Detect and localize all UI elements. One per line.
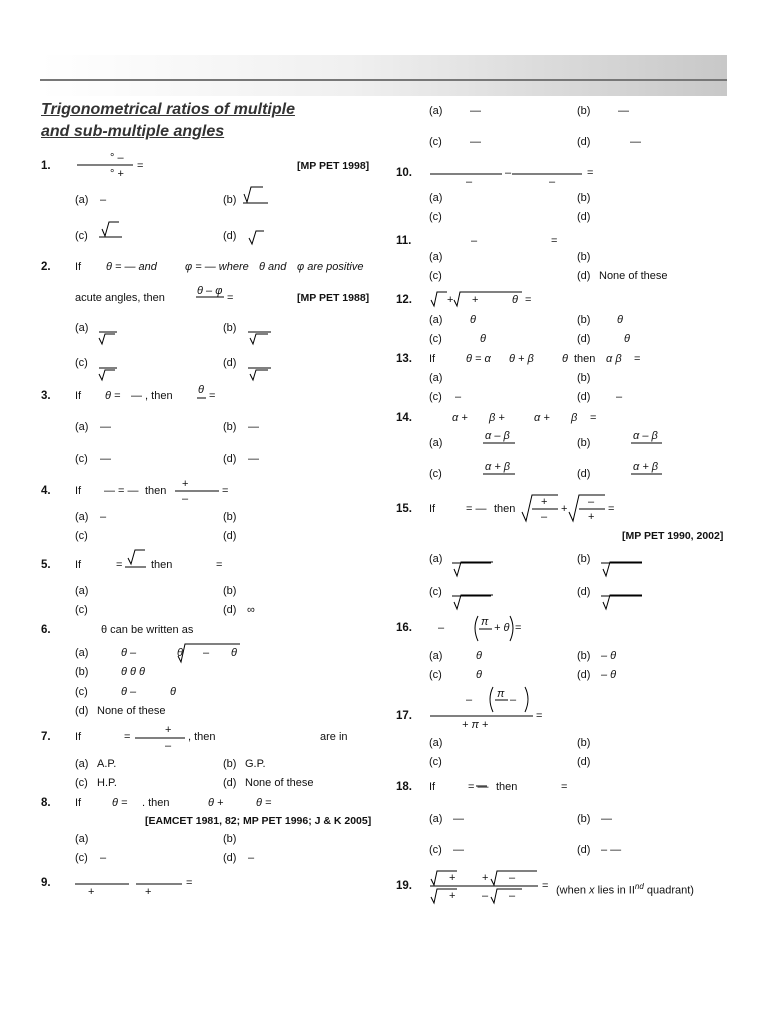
q14-option-c-label: (c) [429, 468, 442, 480]
q4-denominator: – [182, 493, 189, 505]
q19-top-plus-1: + [449, 872, 456, 884]
q10-option-d-label: (d) [577, 211, 591, 223]
q18-option-b-label: (b) [577, 813, 591, 825]
q11-option-d-label: (d) [577, 270, 591, 282]
q18-equals: = [561, 781, 568, 793]
q16-option-c: θ [476, 669, 482, 681]
q18-option-d: – — [601, 844, 622, 856]
q3-then: — , then [131, 390, 173, 402]
q14-option-a: α – β [485, 430, 510, 442]
q8-option-c: – [100, 852, 107, 864]
q15-condition: = — [466, 503, 487, 515]
q4-option-a: – [100, 511, 107, 523]
q14-option-a-label: (a) [429, 437, 443, 449]
q15-frac2-top: – [588, 496, 595, 508]
q4-option-b-label: (b) [223, 511, 237, 523]
q9-option-a: — [470, 105, 481, 117]
q19-note-end: quadrant) [643, 884, 694, 897]
q6-stem: θ can be written as [101, 624, 194, 636]
q12-number: 12. [396, 294, 412, 306]
q3-option-a-label: (a) [75, 421, 89, 433]
q16-number: 16. [396, 622, 412, 634]
q15-option-d-label: (d) [577, 586, 591, 598]
q12-option-a: θ [470, 314, 476, 326]
q7-then: , then [188, 731, 216, 743]
q15-plus: + [561, 503, 568, 515]
q2-theta-word: θ and [259, 261, 287, 273]
q12-option-c-label: (c) [429, 333, 442, 345]
q14-option-b-label: (b) [577, 437, 591, 449]
q9-den-plus-2: + [145, 886, 152, 898]
q18-number: 18. [396, 781, 412, 793]
q6-option-a-4: θ [231, 647, 237, 659]
q6-option-b-label: (b) [75, 666, 89, 678]
q1-equals: = [137, 160, 144, 172]
q14-part-3: α + [534, 412, 550, 424]
q18-if: If [429, 781, 436, 793]
q7-option-b: G.P. [245, 758, 266, 770]
q14-number: 14. [396, 412, 412, 424]
q8-if: If [75, 797, 82, 809]
q2-phi-def: φ = — where [185, 261, 249, 273]
q7-denominator: – [165, 740, 172, 752]
q15-frac1-bottom: – [541, 511, 548, 523]
q13-equals: = [634, 353, 641, 365]
q12-option-a-label: (a) [429, 314, 443, 326]
q12-equals: = [525, 294, 532, 306]
q1-numerator: ° – [110, 152, 124, 164]
q8-option-b-label: (b) [223, 833, 237, 845]
q5-option-d-label: (d) [223, 604, 237, 616]
q15-source: [MP PET 1990, 2002] [622, 530, 724, 542]
q19-bottom-minus-1: – [482, 890, 489, 902]
section-title-line1: Trigonometrical ratios of multiple [41, 101, 295, 118]
q12-option-c: θ [480, 333, 486, 345]
q6-option-b: θ θ θ [121, 666, 146, 678]
q17-option-a-label: (a) [429, 737, 443, 749]
q4-option-d-label: (d) [223, 530, 237, 542]
q8-number: 8. [41, 797, 51, 809]
section-title-line2: and sub-multiple angles [41, 123, 225, 140]
q12-plus-2: + [472, 294, 479, 306]
q3-number: 3. [41, 390, 51, 402]
q10-option-c-label: (c) [429, 211, 442, 223]
q9-option-d-label: (d) [577, 136, 591, 148]
q18-then: then [496, 781, 518, 793]
q3-option-c: — [100, 453, 111, 465]
q8-option-d-label: (d) [223, 852, 237, 864]
q11-option-c-label: (c) [429, 270, 442, 282]
q15-frac1-top: + [541, 496, 548, 508]
q8-option-a-label: (a) [75, 833, 89, 845]
q13-number: 13. [396, 353, 412, 365]
q4-number: 4. [41, 485, 51, 497]
q1-denominator: ° + [110, 168, 124, 180]
q16-option-c-label: (c) [429, 669, 442, 681]
q7-option-c: H.P. [97, 777, 117, 789]
q10-minus: – [505, 167, 512, 179]
q16-pi: π [481, 616, 489, 628]
q8-source: [EAMCET 1981, 82; MP PET 1996; J & K 2005] [145, 815, 372, 827]
q2-option-b-label: (b) [223, 322, 237, 334]
q15-option-b-label: (b) [577, 553, 591, 565]
q16-plus-theta: + θ [494, 622, 510, 634]
q2-if: If [75, 261, 82, 273]
q8-theta: θ = [112, 797, 128, 809]
q13-option-c: – [455, 391, 462, 403]
q2-source: [MP PET 1988] [297, 292, 370, 304]
q19-top-minus: – [509, 872, 516, 884]
q6-option-c: θ – [121, 686, 137, 698]
q6-option-d-label: (d) [75, 705, 89, 717]
q19-note-mid: lies in II [594, 884, 635, 897]
q19-note-sup: nd [634, 882, 644, 891]
q9-den-plus-1: + [88, 886, 95, 898]
q5-option-b-label: (b) [223, 585, 237, 597]
q4-then: then [145, 485, 167, 497]
q1-option-d-label: (d) [223, 230, 237, 242]
q11-minus: – [471, 235, 478, 247]
q17-equals: = [536, 710, 543, 722]
q3-option-b-label: (b) [223, 421, 237, 433]
q1-source: [MP PET 1998] [297, 160, 370, 172]
q3-option-d-label: (d) [223, 453, 237, 465]
q11-option-d: None of these [599, 270, 668, 282]
q9-option-c: — [470, 136, 481, 148]
q12-option-d: θ [624, 333, 630, 345]
q4-if: If [75, 485, 82, 497]
q17-top-minus: – [466, 694, 473, 706]
q17-option-b-label: (b) [577, 737, 591, 749]
q16-option-b: – θ [601, 650, 617, 662]
q3-theta-frac: θ [198, 384, 204, 396]
q3-option-d: — [248, 453, 259, 465]
q9-option-a-label: (a) [429, 105, 443, 117]
q12-option-b: θ [617, 314, 623, 326]
q7-option-a: A.P. [97, 758, 117, 770]
q9-option-b-label: (b) [577, 105, 591, 117]
q13-option-b-label: (b) [577, 372, 591, 384]
q18-option-a-label: (a) [429, 813, 443, 825]
q13-part-2: θ + β [509, 353, 534, 365]
q14-part-2: β + [489, 412, 505, 424]
q3-option-c-label: (c) [75, 453, 88, 465]
q16-minus: – [438, 622, 445, 634]
q18-option-c: — [453, 844, 464, 856]
q13-then: then [574, 353, 596, 365]
q13-option-d: – [616, 391, 623, 403]
q6-option-a-3: – [203, 647, 210, 659]
q16-option-a: θ [476, 650, 482, 662]
q9-option-b: — [618, 105, 629, 117]
q5-option-c-label: (c) [75, 604, 88, 616]
q19-note-pre: (when [556, 884, 590, 897]
q7-option-d-label: (d) [223, 777, 237, 789]
q13-option-d-label: (d) [577, 391, 591, 403]
q2-phi-word: φ are positive [297, 261, 364, 273]
q18-option-c-label: (c) [429, 844, 442, 856]
q5-if: If [75, 559, 82, 571]
q15-if: If [429, 503, 436, 515]
q19-note-x: x [589, 884, 595, 897]
q16-option-a-label: (a) [429, 650, 443, 662]
q15-option-a-label: (a) [429, 553, 443, 565]
q14-option-c: α + β [485, 461, 511, 473]
q6-option-a-label: (a) [75, 647, 89, 659]
q4-condition: — = — [104, 485, 139, 497]
q13-option-c-label: (c) [429, 391, 442, 403]
q7-equals: = [124, 731, 131, 743]
q15-frac2-bottom: + [588, 511, 595, 523]
q2-option-c-label: (c) [75, 357, 88, 369]
q12-theta: θ [512, 294, 518, 306]
q11-equals: = [551, 235, 558, 247]
q17-number: 17. [396, 710, 412, 722]
q4-option-a-label: (a) [75, 511, 89, 523]
q2-option-a-label: (a) [75, 322, 89, 334]
q7-option-a-label: (a) [75, 758, 89, 770]
q6-option-a: θ – [121, 647, 137, 659]
q10-den-minus-2: – [549, 176, 556, 188]
q15-option-c-label: (c) [429, 586, 442, 598]
q5-option-a-label: (a) [75, 585, 89, 597]
q5-equals-2: = [216, 559, 223, 571]
q17-pi-minus: – [510, 694, 517, 706]
q8-option-d: – [248, 852, 255, 864]
q13-if: If [429, 353, 436, 365]
q9-option-c-label: (c) [429, 136, 442, 148]
q15-number: 15. [396, 503, 412, 515]
q8-then: . then [142, 797, 170, 809]
q13-part-1: θ = α [466, 353, 491, 365]
q19-bottom-plus: + [449, 890, 456, 902]
q14-option-b: α – β [633, 430, 658, 442]
q14-option-d: α + β [633, 461, 659, 473]
q13-part-4: α β [606, 353, 622, 365]
q1-option-b-label: (b) [223, 194, 237, 206]
q9-number: 9. [41, 877, 51, 889]
q2-option-d-label: (d) [223, 357, 237, 369]
q16-equals: = [515, 622, 522, 634]
q5-number: 5. [41, 559, 51, 571]
q3-equals: = [209, 390, 216, 402]
q10-number: 10. [396, 167, 412, 179]
q6-option-d: None of these [97, 705, 166, 717]
q19-top-plus-2: + [482, 872, 489, 884]
q3-option-a: — [100, 421, 111, 433]
q10-option-a-label: (a) [429, 192, 443, 204]
q17-option-d-label: (d) [577, 756, 591, 768]
q7-number: 7. [41, 731, 51, 743]
q19-bottom-minus-2: – [509, 890, 516, 902]
q17-pi: π [497, 688, 505, 700]
q12-option-b-label: (b) [577, 314, 591, 326]
q14-part-1: α + [452, 412, 468, 424]
q10-option-b-label: (b) [577, 192, 591, 204]
q15-equals: = [608, 503, 615, 515]
q1-option-a-label: (a) [75, 194, 89, 206]
q10-equals: = [587, 167, 594, 179]
q8-mid: θ + [208, 797, 224, 809]
q16-option-d-label: (d) [577, 669, 591, 681]
q16-option-d: – θ [601, 669, 617, 681]
q5-option-d: ∞ [247, 604, 255, 616]
q18-option-a: — [453, 813, 464, 825]
q10-den-minus-1: – [466, 176, 473, 188]
q5-then: then [151, 559, 173, 571]
q2-theta-def: θ = — and [106, 261, 157, 273]
q11-option-b-label: (b) [577, 251, 591, 263]
q16-option-b-label: (b) [577, 650, 591, 662]
q18-condition: = — [468, 781, 489, 793]
q17-denominator: + π + [462, 719, 489, 731]
q9-option-d: — [630, 136, 641, 148]
q4-numerator: + [182, 478, 189, 490]
q14-option-d-label: (d) [577, 468, 591, 480]
q12-option-d-label: (d) [577, 333, 591, 345]
q2-number: 2. [41, 261, 51, 273]
q6-option-c-label: (c) [75, 686, 88, 698]
q6-number: 6. [41, 624, 51, 636]
q1-option-c-label: (c) [75, 230, 88, 242]
q11-number: 11. [396, 235, 412, 247]
q13-option-a-label: (a) [429, 372, 443, 384]
q7-if: If [75, 731, 82, 743]
q6-option-c-2: θ [170, 686, 176, 698]
q7-are-in: are in [320, 731, 348, 743]
q8-end: θ = [256, 797, 272, 809]
q8-option-c-label: (c) [75, 852, 88, 864]
q12-plus-1: + [447, 294, 454, 306]
q19-equals: = [542, 880, 549, 892]
q11-option-a-label: (a) [429, 251, 443, 263]
q7-option-c-label: (c) [75, 777, 88, 789]
q15-then: then [494, 503, 516, 515]
q3-if: If [75, 390, 82, 402]
q2-fraction-top: θ – φ [197, 285, 223, 297]
q4-equals: = [222, 485, 229, 497]
q18-option-b: — [601, 813, 612, 825]
q14-part-4: β [571, 412, 578, 424]
q13-part-3: θ [562, 353, 568, 365]
q7-option-d: None of these [245, 777, 314, 789]
q4-option-c-label: (c) [75, 530, 88, 542]
q1-number: 1. [41, 160, 51, 172]
q18-option-d-label: (d) [577, 844, 591, 856]
q5-equals-1: = [116, 559, 123, 571]
q7-option-b-label: (b) [223, 758, 237, 770]
q6-option-a-2: θ [177, 647, 183, 659]
q17-option-c-label: (c) [429, 756, 442, 768]
q9-equals: = [186, 877, 193, 889]
q7-numerator: + [165, 724, 172, 736]
q3-theta: θ = [105, 390, 121, 402]
q1-option-a: – [100, 194, 107, 206]
q3-option-b: — [248, 421, 259, 433]
q2-equals: = [227, 292, 234, 304]
q14-equals: = [590, 412, 597, 424]
q19-note [556, 880, 694, 898]
q19-number: 19. [396, 880, 412, 892]
q2-line2: acute angles, then [75, 292, 165, 304]
